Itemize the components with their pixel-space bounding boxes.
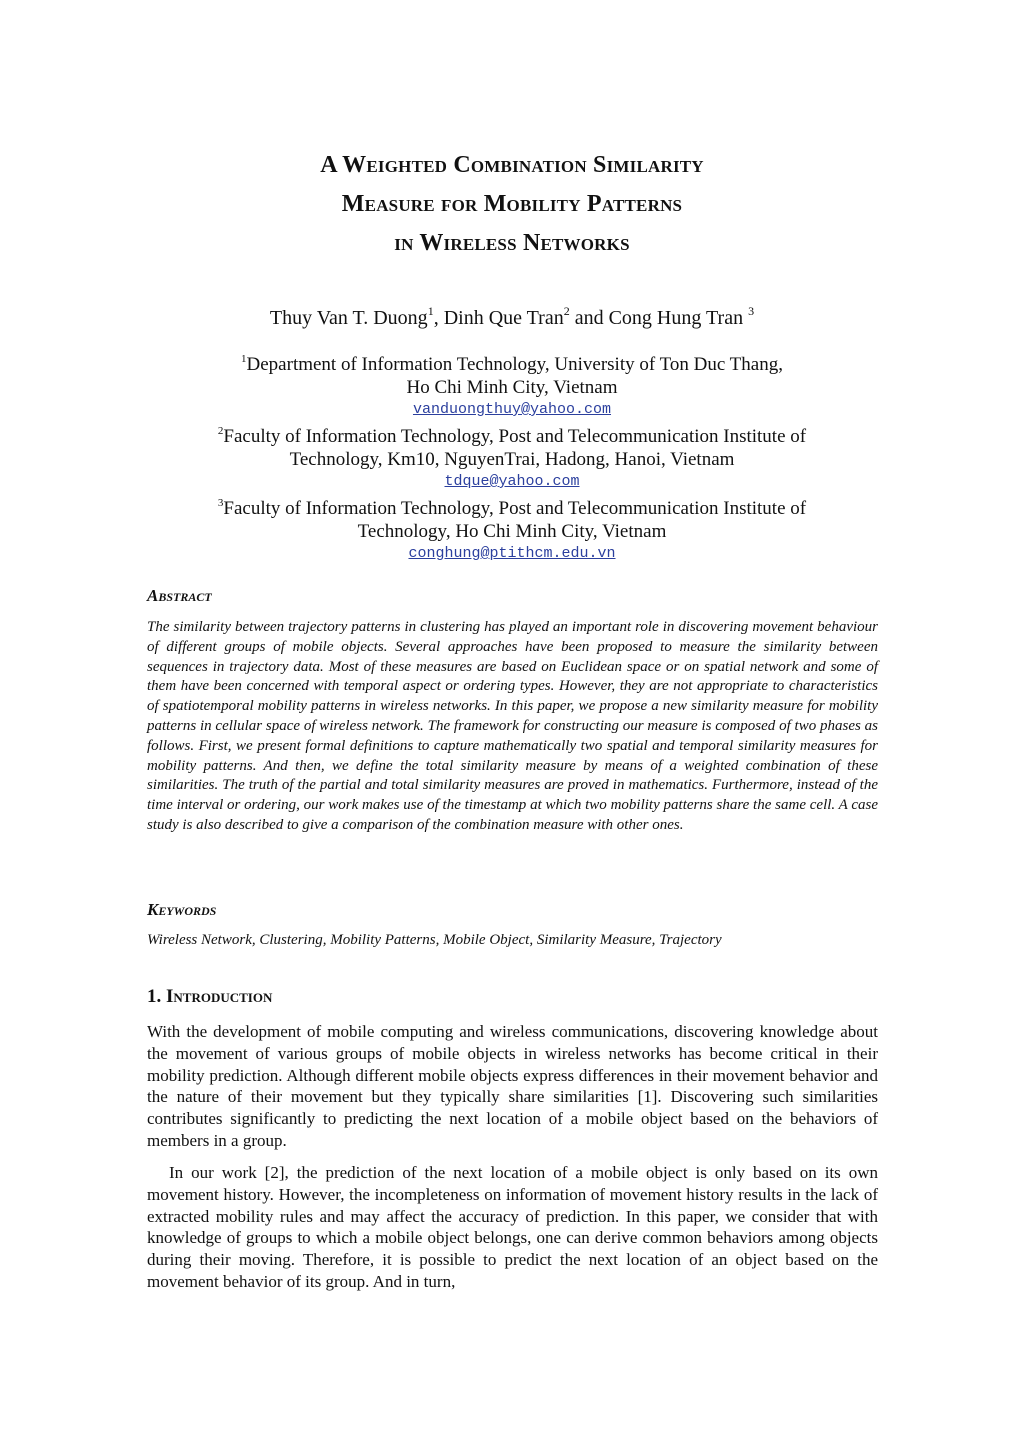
affiliation-3-sup: 3 bbox=[217, 497, 224, 509]
title-line-1: A Weighted Combination Similarity bbox=[320, 152, 704, 178]
affiliation-2-line-2: Technology, Km10, NguyenTrai, Hadong, Hanoi, Vietnam bbox=[289, 449, 735, 470]
author-separator: and bbox=[569, 307, 609, 329]
paper-title bbox=[0, 146, 1024, 263]
section-heading-introduction: 1. Introduction bbox=[147, 986, 273, 1007]
affiliation-2-line-1 bbox=[120, 420, 904, 448]
author-1-affil: 1 bbox=[427, 304, 434, 318]
author-2-affil: 2 bbox=[563, 304, 570, 318]
affiliation-1-line-2: Ho Chi Minh City, Vietnam bbox=[406, 377, 618, 398]
abstract-text: The similarity between trajectory patterns in clustering has played an important role in discovering movement behaviour of different groups of mobile objects. Several approaches have been proposed to measure the similarity between sequences in trajectory data. Most of these measures are based on Euclidean space or on spatial network and some of them have been concerned with temporal aspect or ordering types. However, they are not appropriate to characteristics of spatiotemporal mobility patterns in wireless networks. In this paper, we propose a new similarity measure for mobility patterns in cellular space of wireless network. The framework for constructing our measure is composed of two phases as follows. First, we present formal definitions to capture mathematically two spatial and temporal similarity measures for mobility patterns. And then, we define the total similarity measure by means of a weighted combination of these similarities. The truth of the partial and total similarity measures are proved in mathematics. Furthermore, instead of the time interval or ordering, our work makes use of the timestamp at which two mobility patterns share the same cell. A case study is also described to give a comparison of the combination measure with other ones. bbox=[147, 619, 878, 833]
affiliation-1-email-link[interactable]: vanduongthuy@yahoo.com bbox=[412, 401, 612, 418]
affiliation-1-sup: 1 bbox=[241, 353, 247, 365]
author-3: Cong Hung Tran bbox=[608, 307, 744, 329]
author-2: Dinh Que Tran bbox=[443, 307, 564, 329]
intro-paragraph-2: In our work [2], the prediction of the next location of a mobile object is only based on its own movement history. However, the incompleteness on information of movement history results in the lack of extracted mobility rules and may affect the accuracy of prediction. In this paper, we consider that with knowledge of groups to which a mobile object belongs, one can derive common behaviors among objects during their moving. Therefore, it is possible to predict the next location of an object based on the movement behavior of its group. And in turn, bbox=[147, 1163, 878, 1291]
affiliation-2-email-link[interactable]: tdque@yahoo.com bbox=[444, 473, 580, 490]
author-separator: , bbox=[433, 307, 444, 329]
title-line-2: Measure for Mobility Patterns bbox=[341, 191, 683, 217]
affiliation-2-text: Faculty of Information Technology, Post and Telecommunication Institute of bbox=[223, 426, 807, 447]
keywords-heading: Keywords bbox=[147, 900, 217, 919]
affiliation-2-sup: 2 bbox=[217, 425, 224, 437]
keywords-text: Wireless Network, Clustering, Mobility Patterns, Mobile Object, Similarity Measure, Trajectory bbox=[147, 932, 722, 948]
affiliations bbox=[120, 348, 904, 564]
affiliation-1-line-1 bbox=[120, 348, 904, 376]
affiliation-3-line-2: Technology, Ho Chi Minh City, Vietnam bbox=[357, 521, 667, 542]
affiliation-3-email-link[interactable]: conghung@ptithcm.edu.vn bbox=[408, 545, 616, 562]
affiliation-3-text: Faculty of Information Technology, Post and Telecommunication Institute of bbox=[223, 498, 807, 519]
intro-paragraph-1: With the development of mobile computing and wireless communications, discovering knowledge about the movement of various groups of mobile objects in wireless networks has become critical in their mobility prediction. Although different mobile objects express differences in their movement behavior and the nature of their movement but they typically share similarities [1]. Discovering such similarities contributes significantly to predicting the next location of a mobile object based on the behaviors of members in a group. bbox=[147, 1022, 878, 1150]
author-list bbox=[0, 304, 1024, 330]
affiliation-1-text: Department of Information Technology, University of Ton Duc Thang, bbox=[246, 354, 783, 375]
author-3-affil: 3 bbox=[748, 304, 755, 318]
affiliation-3-line-1 bbox=[120, 492, 904, 520]
author-1: Thuy Van T. Duong bbox=[269, 307, 428, 329]
abstract-heading: Abstract bbox=[147, 586, 212, 605]
title-line-3: in Wireless Networks bbox=[394, 230, 630, 256]
